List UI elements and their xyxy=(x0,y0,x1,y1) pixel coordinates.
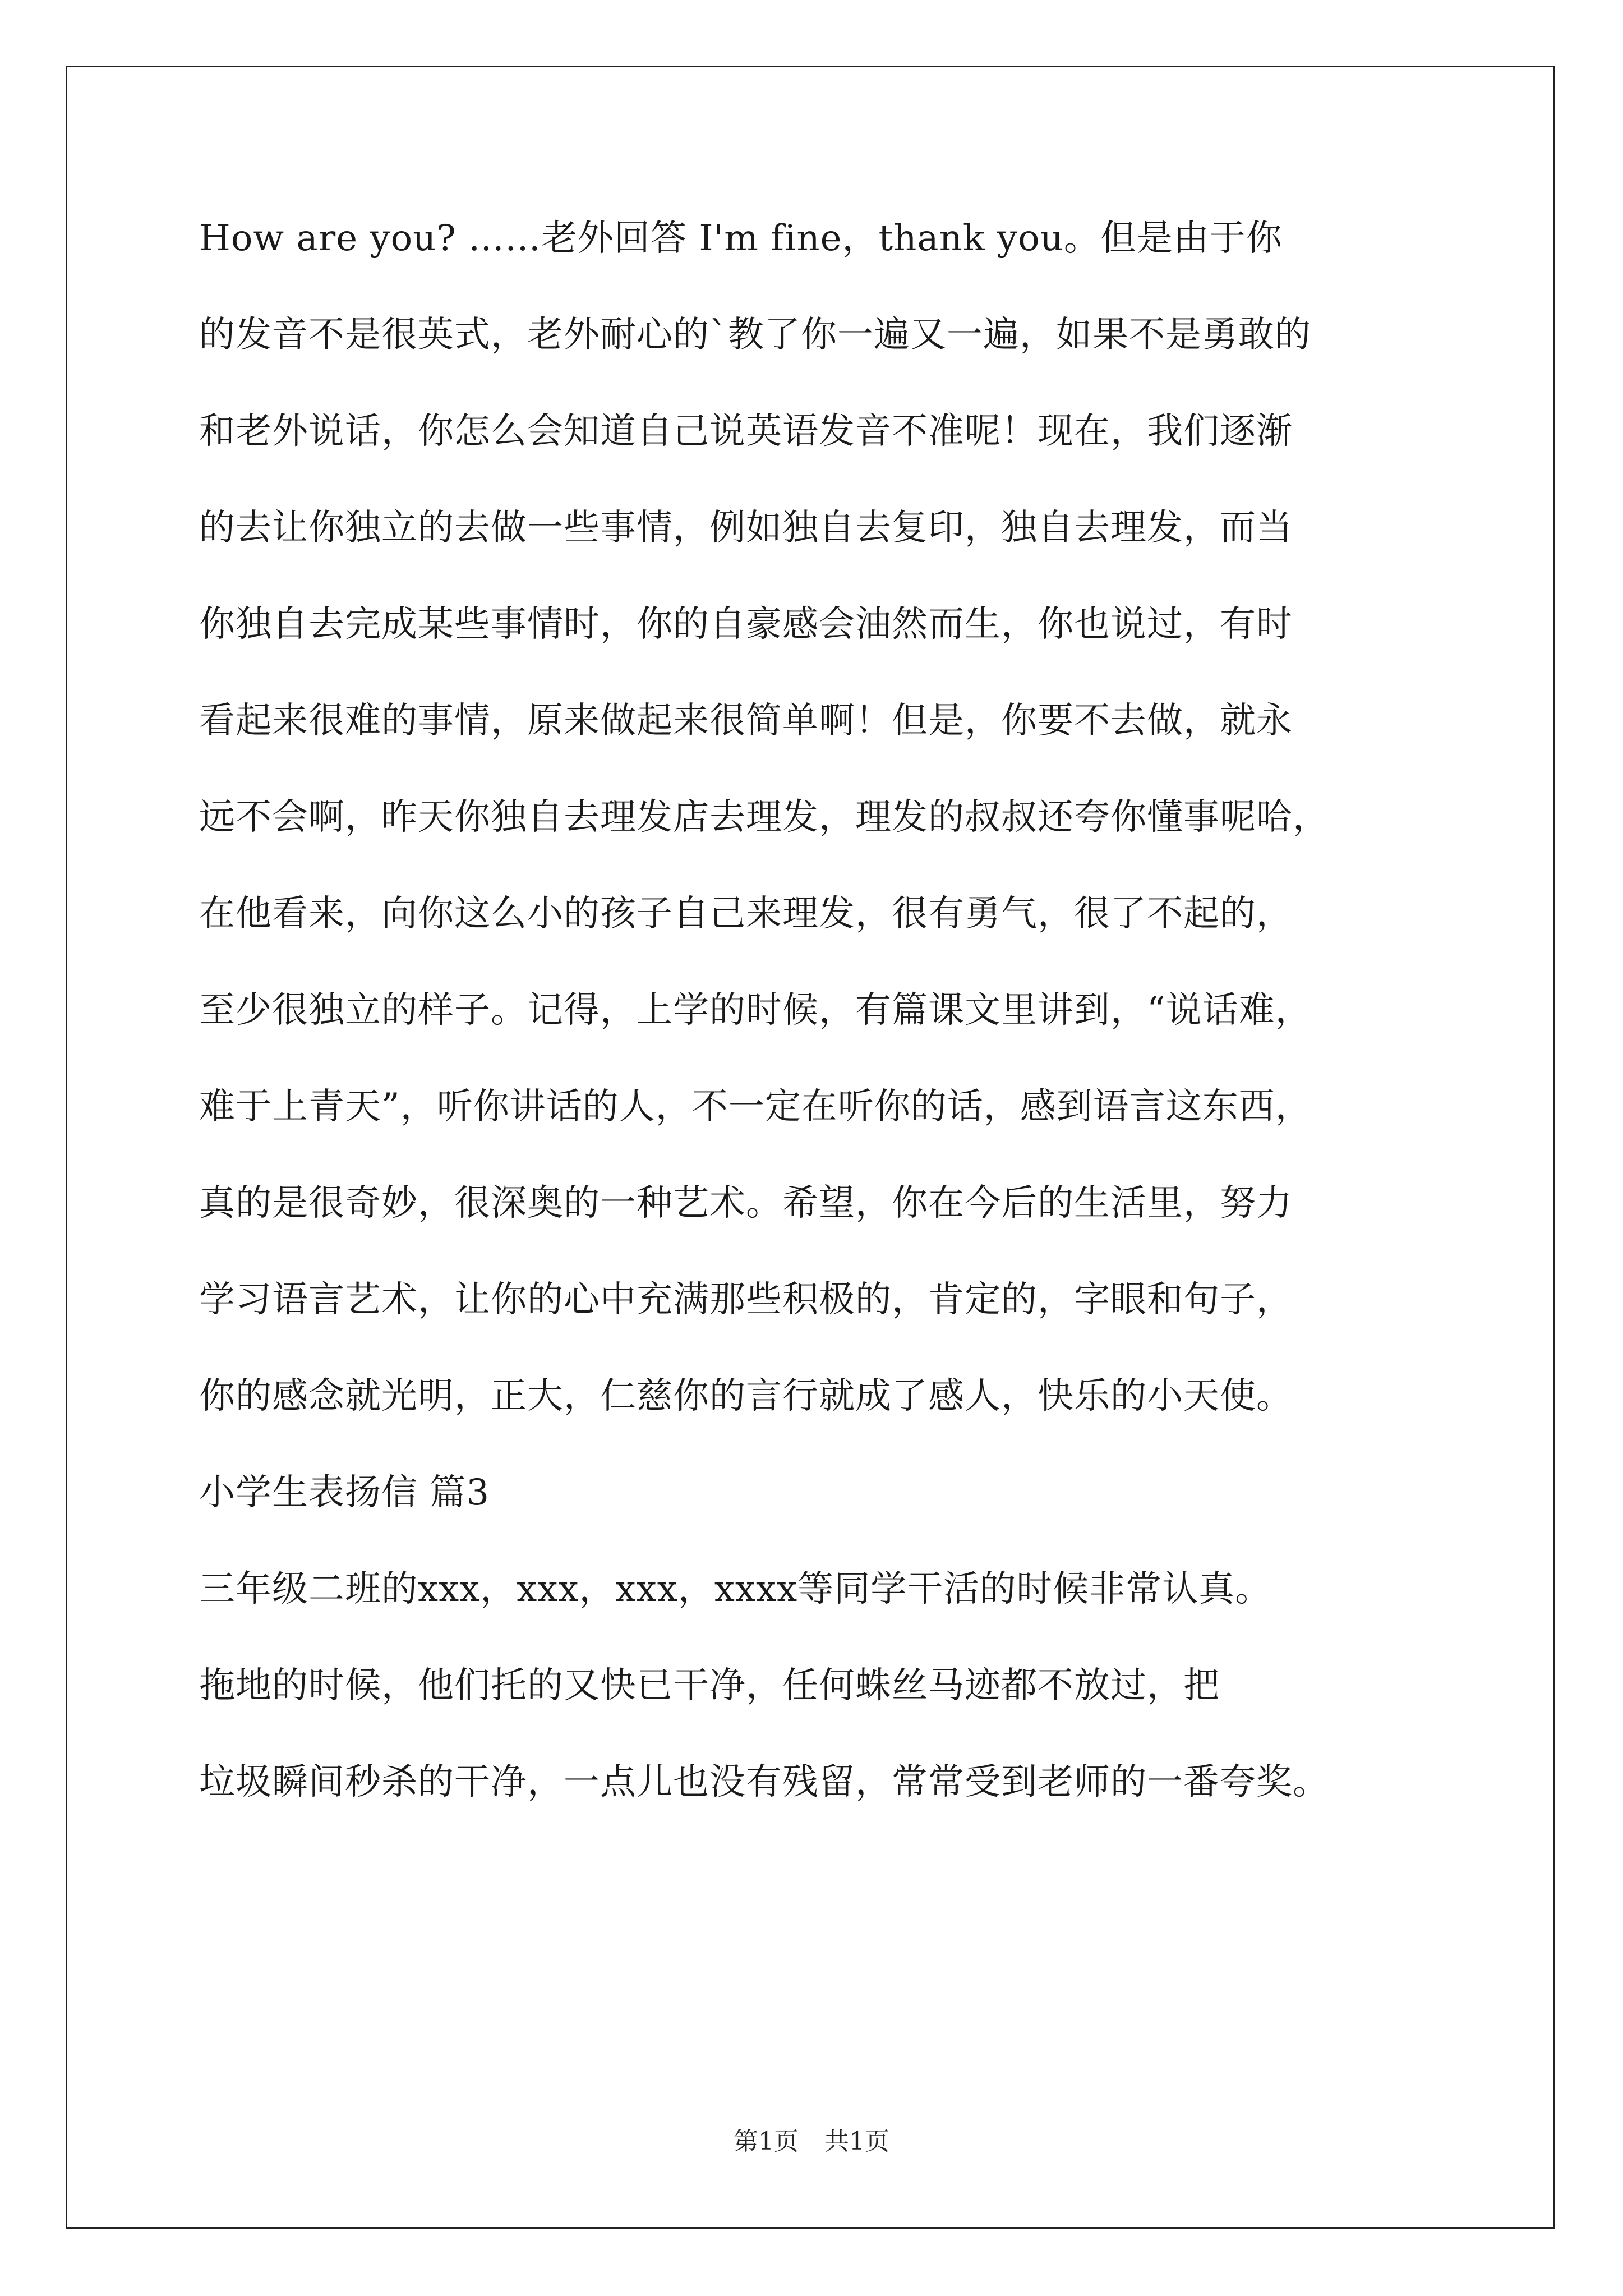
text-line: 学习语言艺术，让你的心中充满那些积极的，肯定的，字眼和句子， xyxy=(199,1279,1293,1320)
text-line: 三年级二班的xxx，xxx，xxx，xxxx等同学干活的时候非常认真。 xyxy=(199,1568,1272,1610)
text-line: 和老外说话，你怎么会知道自己说英语发音不准呢！现在，我们逐渐 xyxy=(199,411,1293,452)
page-total: 共1页 xyxy=(824,2127,889,2156)
text-line: 垃圾瞬间秒杀的干净，一点儿也没有残留，常常受到老师的一番夸奖。 xyxy=(199,1761,1329,1803)
text-line: 难于上青天”，听你讲话的人，不一定在听你的话，感到语言这东西， xyxy=(199,1086,1312,1128)
page-footer xyxy=(0,2126,1623,2157)
section-heading: 小学生表扬信 篇3 xyxy=(199,1472,490,1513)
text-line: 看起来很难的事情，原来做起来很简单啊！但是，你要不去做，就永 xyxy=(199,700,1293,742)
text-line: 你的感念就光明，正大，仁慈你的言行就成了感人，快乐的小天使。 xyxy=(199,1375,1293,1417)
text-line: 拖地的时候，他们托的又快已干净，任何蛛丝马迹都不放过，把 xyxy=(199,1665,1220,1706)
text-line: 你独自去完成某些事情时，你的自豪感会油然而生，你也说过，有时 xyxy=(199,604,1293,645)
text-line: 的发音不是很英式，老外耐心的`教了你一遍又一遍，如果不是勇敢的 xyxy=(199,314,1311,356)
page-number: 第1页 xyxy=(734,2127,799,2156)
text-line: 的去让你独立的去做一些事情，例如独自去复印，独自去理发，而当 xyxy=(199,507,1293,549)
text-line: 在他看来，向你这么小的孩子自己来理发，很有勇气，很了不起的， xyxy=(199,893,1293,935)
text-line: 远不会啊，昨天你独自去理发店去理发，理发的叔叔还夸你懂事呢哈， xyxy=(199,797,1329,838)
text-line: 至少很独立的样子。记得，上学的时候，有篇课文里讲到，“说话难， xyxy=(199,990,1312,1031)
page-frame xyxy=(66,66,1555,2229)
text-line: How are you? ……老外回答 I'm fine，thank you。但是由于你 xyxy=(199,218,1283,259)
text-line: 真的是很奇妙，很深奥的一种艺术。希望，你在今后的生活里，努力 xyxy=(199,1182,1293,1224)
